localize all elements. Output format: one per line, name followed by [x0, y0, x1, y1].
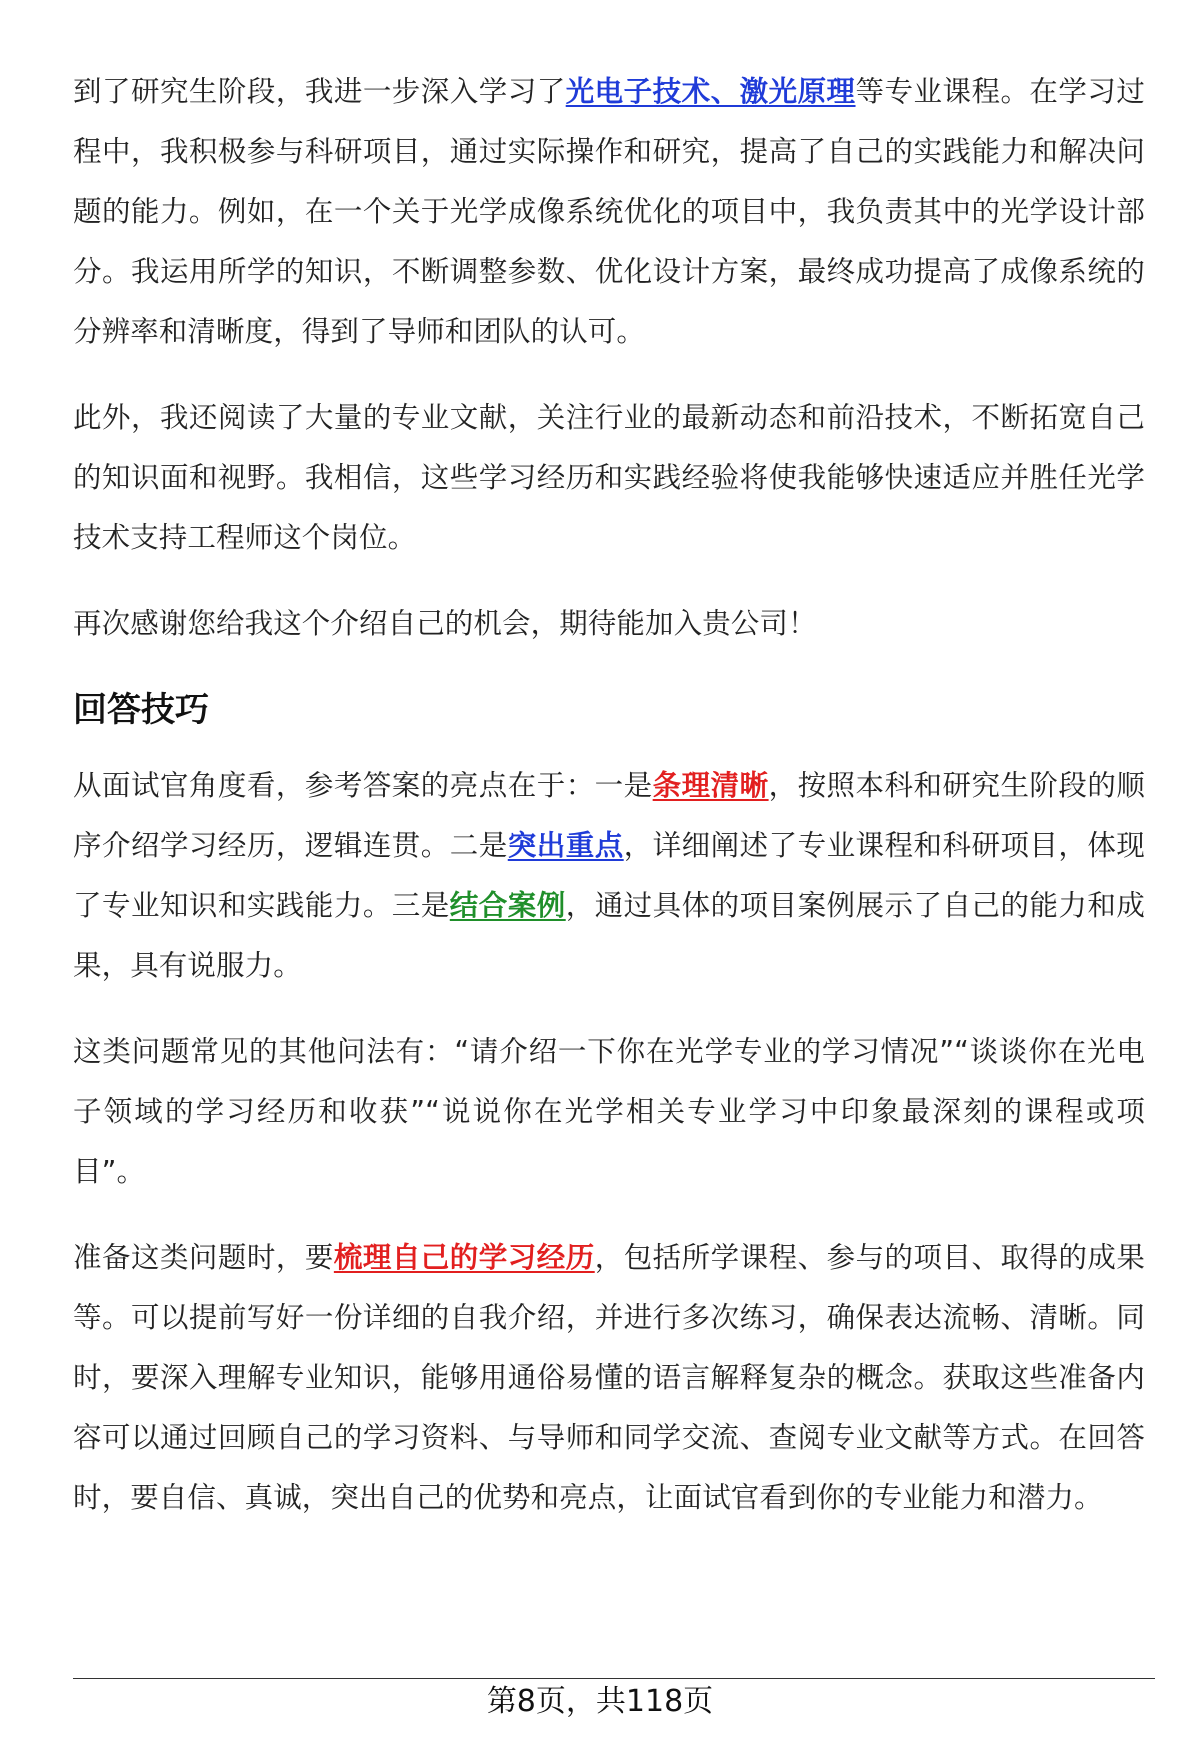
paragraph-text: 此外，我还阅读了大量的专业文献，关注行业的最新动态和前沿技术，不断拓宽自己的知识面和视野。我相信，这些学习经历和实践经验将使我能够快速适应并胜任光学技术支持工程师这个岗位。 — [73, 401, 1145, 554]
tips-paragraph — [73, 1228, 1145, 1528]
footer-divider — [73, 1678, 1155, 1679]
section-title: 回答技巧 — [73, 690, 209, 730]
intro-paragraph — [73, 62, 1145, 362]
paragraph-text: ，通过具体的项目案例展示了自己的能力和成果，具有说服力。 — [73, 889, 1145, 982]
paragraph-text: 到了研究生阶段，我进一步深入学习了 — [73, 75, 566, 108]
highlighted-keyword: 光电子技术、激光原理 — [565, 75, 856, 108]
intro-paragraph — [73, 388, 1145, 568]
highlighted-keyword: 条理清晰 — [652, 769, 769, 802]
paragraph-text: 从面试官角度看，参考答案的亮点在于：一是 — [73, 769, 653, 802]
tips-paragraph — [73, 756, 1145, 996]
paragraph-text: 准备这类问题时，要 — [73, 1241, 334, 1274]
body-text-top — [73, 62, 1145, 654]
paragraph-text: 这类问题常见的其他问法有：“请介绍一下你在光学专业的学习情况”“谈谈你在光电子领域的学习经历和收获”“说说你在光学相关专业学习中印象最深刻的课程或项目”。 — [73, 1035, 1145, 1188]
highlighted-keyword: 突出重点 — [507, 829, 624, 862]
page-content — [73, 62, 1145, 1554]
tips-paragraph — [73, 1022, 1145, 1202]
paragraph-text: ，按照本科和研究生阶段的顺序介绍学习经历，逻辑连贯。二是 — [73, 769, 1145, 862]
paragraph-text: 再次感谢您给我这个介绍自己的机会，期待能加入贵公司！ — [73, 607, 817, 640]
paragraph-text: ，包括所学课程、参与的项目、取得的成果等。可以提前写好一份详细的自我介绍，并进行多次练习，确保表达流畅、清晰。同时，要深入理解专业知识，能够用通俗易懂的语言解释复杂的概念。获取这些准备内容可以通过回顾自己的学习资料、与导师和同学交流、查阅专业文献等方式。在回答时，要自信、真诚，突出自己的优势和亮点，让面试官看到你的专业能力和潜力。 — [73, 1241, 1146, 1514]
paragraph-text: 等专业课程。在学习过程中，我积极参与科研项目，通过实际操作和研究，提高了自己的实践能力和解决问题的能力。例如，在一个关于光学成像系统优化的项目中，我负责其中的光学设计部分。我运用所学的知识，不断调整参数、优化设计方案，最终成功提高了成像系统的分辨率和清晰度，得到了导师和团队的认可。 — [73, 75, 1145, 348]
intro-paragraph — [73, 594, 1145, 654]
body-text-answer-tips — [73, 756, 1145, 1528]
highlighted-keyword: 结合案例 — [449, 889, 566, 922]
page-number: 第8页，共118页 — [486, 1684, 714, 1719]
paragraph-text: ，详细阐述了专业课程和科研项目，体现了专业知识和实践能力。三是 — [73, 829, 1145, 922]
highlighted-keyword: 梳理自己的学习经历 — [333, 1241, 595, 1274]
